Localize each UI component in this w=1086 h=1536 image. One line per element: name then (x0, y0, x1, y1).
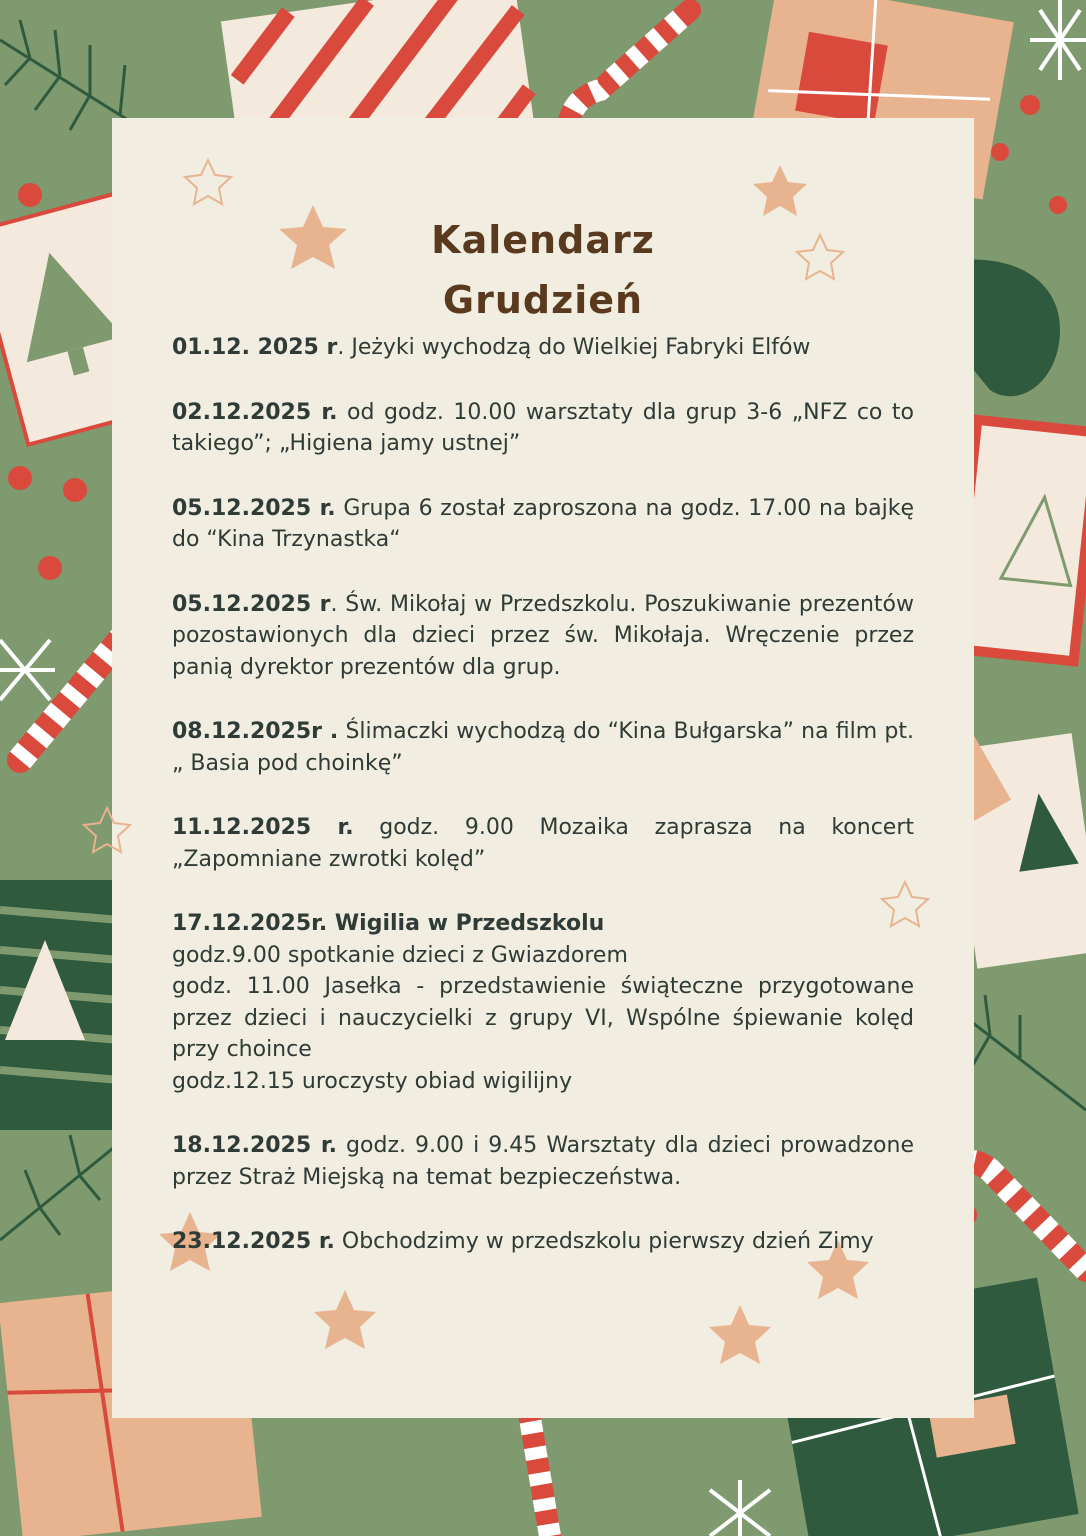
calendar-entry (172, 332, 914, 364)
page-title: Kalendarz (431, 218, 655, 262)
entry-text: . Jeżyki wychodzą do Wielkiej Fabryki Elfów (337, 335, 811, 360)
calendar-entry (172, 589, 914, 684)
entry-date: 17.12.2025r. Wigilia w Przedszkolu (172, 911, 605, 936)
entry-text: . Św. Mikołaj w Przedszkolu. Poszukiwanie prezentów pozostawionych dla dzieci przez św. Mikołaja. Wręczenie przez panią dyrektor prezentów dla grup. (172, 591, 914, 680)
entry-line: godz.12.15 uroczysty obiad wigilijny (172, 1068, 573, 1094)
entry-text: Grupa 6 został zaproszona na godz. 17.00 na bajkę do “Kina Trzynastka“ (172, 495, 914, 552)
entry-text: godz. 9.00 i 9.45 Warsztaty dla dzieci prowadzone przez Straż Miejską na temat bezpieczeństwa. (172, 1133, 914, 1190)
entry-date: 05.12.2025 r (172, 591, 331, 617)
calendar-list (172, 332, 914, 1291)
entry-date: 23.12.2025 r. (172, 1229, 335, 1254)
entry-text: Obchodzimy w przedszkolu pierwszy dzień Zimy (334, 1229, 874, 1254)
entry-date: 11.12.2025 r. (172, 815, 354, 840)
entry-line: godz. 11.00 Jasełka - przedstawienie świąteczne przygotowane przez dzieci i nauczycielki z grupy VI, Wspólne śpiewanie kolęd przy choince (172, 974, 914, 1062)
calendar-entry (172, 716, 914, 779)
entry-line: godz.9.00 spotkanie dzieci z Gwiazdorem (172, 942, 628, 968)
calendar-entry (172, 493, 914, 556)
calendar-entry (172, 908, 914, 1097)
entry-date: 08.12.2025r . (172, 719, 339, 744)
calendar-entry (172, 812, 914, 875)
page-subtitle: Grudzień (442, 278, 644, 322)
entry-date: 02.12.2025 r. (172, 399, 338, 425)
entry-date: 05.12.2025 r. (172, 495, 336, 521)
calendar-entry (172, 1130, 914, 1193)
calendar-entry (172, 397, 914, 460)
entry-text: Ślimaczki wychodzą do “Kina Bułgarska” na film pt. „ Basia pod choinkę” (172, 719, 915, 776)
entry-date: 18.12.2025 r. (172, 1133, 337, 1158)
entry-date: 01.12. 2025 r (172, 335, 338, 360)
calendar-entry (172, 1226, 914, 1258)
entry-text: godz. 9.00 Mozaika zaprasza na koncert „Zapomniane zwrotki kolęd” (172, 815, 914, 872)
entry-text: od godz. 10.00 warsztaty dla grup 3-6 „NFZ co to takiego”; „Higiena jamy ustnej” (172, 399, 915, 456)
